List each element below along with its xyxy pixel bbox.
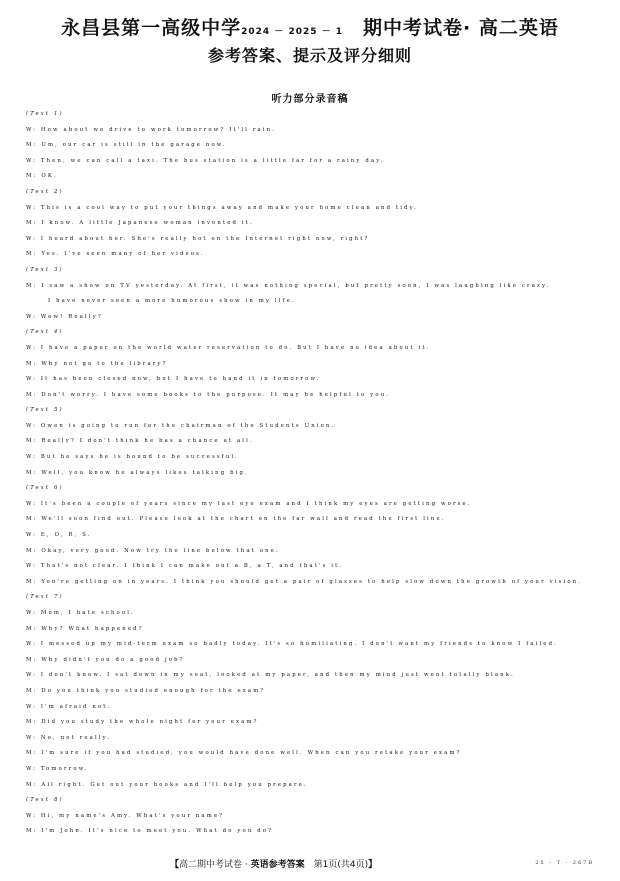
transcript-line: M: Okay, very good. Now try the line below that one.	[26, 547, 280, 554]
transcript-line: W: Mom, I hate school.	[26, 610, 135, 616]
school-name: 永昌县第一高级中学	[61, 17, 242, 39]
footer-label: 【高二期中考试卷 · 英语参考答案 第1页(共4页)】	[170, 860, 378, 870]
footer-page: 第1页(共4页)	[304, 860, 369, 870]
transcript-line: M: Really? I don't think he has a chance at all.	[26, 438, 254, 445]
transcript-line: (Text 1)	[26, 111, 64, 117]
transcript-line: M: OK.	[26, 173, 58, 180]
transcript-line: W: How about we drive to work tomorrow? It'll rain.	[26, 126, 277, 133]
transcript-line: W: It's been a couple of years since my last eye exam and I think my eyes are getting worse.	[26, 500, 472, 507]
transcript-line: W: Wow! Really?	[26, 313, 103, 320]
transcript-line: W: But he says he is bound to be successful.	[26, 454, 240, 461]
transcript-line: M: You're getting on in years. I think you should get a pair of glasses to help slow down the growth of your vision.	[26, 578, 583, 585]
footer-code: 25 - T - 267B	[535, 860, 594, 866]
transcript-line: M: I know. A little Japanese woman invented it.	[26, 220, 254, 227]
transcript-line: W: I have a paper on the world water reservation to do. But I have no idea about it.	[26, 344, 431, 351]
transcript-line: M: Why not go to the library?	[26, 360, 168, 367]
transcript-line: M: I'm sure if you had studied, you would have done well. When can you retake your exam?	[26, 750, 462, 757]
school-year: 2024 － 2025 － 1	[241, 27, 344, 37]
transcript-line: W: That's not clear. I think I can make out a B, a T, and that's it.	[26, 563, 344, 570]
transcript-line: W: It has been closed now, but I have to hand it in tomorrow.	[26, 376, 321, 383]
transcript-line: W: I heard about her. She's really hot on the Internet right now, right?	[26, 235, 370, 242]
transcript-line: (Text 6)	[26, 485, 64, 492]
transcript-line: M: I saw a show on TV yesterday. At first, it was nothing special, but pretty soon, I was laughing like crazy.	[26, 282, 551, 289]
transcript-line: (Text 3)	[26, 266, 64, 273]
transcript-line: W: Owen is going to run for the chairman of the Students Union.	[26, 422, 336, 429]
transcript-line: W: This is a cool way to put your things away and make your home clean and tidy.	[26, 204, 418, 211]
document-title	[0, 13, 620, 40]
transcript-line: M: Yes. I've seen many of her videos.	[26, 251, 205, 258]
transcript-line: W: No, not really.	[26, 734, 111, 741]
transcript-line: (Text 5)	[26, 407, 64, 414]
transcript-line: W: I'm afraid not.	[26, 703, 112, 710]
transcript-line: (Text 8)	[26, 797, 64, 804]
transcript-line: W: I don't know. I sat down in my seat, looked at my paper, and then my mind just went totally blank.	[26, 672, 515, 679]
transcript-line: (Text 7)	[26, 594, 64, 601]
transcript-line: M: Well, you know he always likes talking big.	[26, 469, 249, 476]
transcript-line: M: Um, our car is still in the garage now.	[26, 142, 227, 149]
transcript-line: M: Did you study the whole night for your exam?	[26, 719, 259, 726]
transcript-line: W: I messed up my mid-term exam so badly today. It's so humiliating. I don't want my friends to know I failed.	[26, 641, 558, 648]
transcript-line: M: Do you think you studied enough for the exam?	[26, 687, 266, 694]
transcript-line: W: Tomorrow.	[26, 765, 89, 772]
section-title: 听力部分录音稿	[271, 94, 349, 105]
footer-exam-name: 高二期中考试卷 ·	[179, 860, 251, 870]
transcript-line: M: We'll soon find out. Please look at the chart on the far wall and read the first line.	[26, 516, 446, 523]
transcript-line: M: Don't worry. I have some books to the purpose. It may be helpful to you.	[26, 391, 391, 398]
exam-title: 期中考试卷· 高二英语	[363, 17, 559, 39]
transcript-line: W: E, O, R, S.	[26, 532, 92, 539]
transcript-line: I have never seen a more humorous show in my life.	[48, 298, 296, 305]
transcript-line: W: Then, we can call a taxi. The bus station is a little far for a rainy day.	[26, 157, 385, 164]
transcript-line: M: All right. Get out your books and I'll help you prepare.	[26, 781, 308, 788]
transcript-line: (Text 2)	[26, 188, 64, 195]
transcript-line: M: Why? What happened?	[26, 625, 144, 632]
document-subtitle: 参考答案、提示及评分细则	[207, 46, 412, 65]
transcript-line: (Text 4)	[26, 329, 64, 336]
page-footer	[0, 857, 620, 871]
transcript	[26, 107, 606, 840]
transcript-line: M: I'm John. It's nice to meet you. What do you do?	[26, 828, 274, 835]
transcript-line: W: Hi, my name's Amy. What's your name?	[26, 812, 225, 819]
footer-answer-label: 英语参考答案	[250, 860, 305, 870]
transcript-line: M: Why didn't you do a good job?	[26, 656, 185, 663]
